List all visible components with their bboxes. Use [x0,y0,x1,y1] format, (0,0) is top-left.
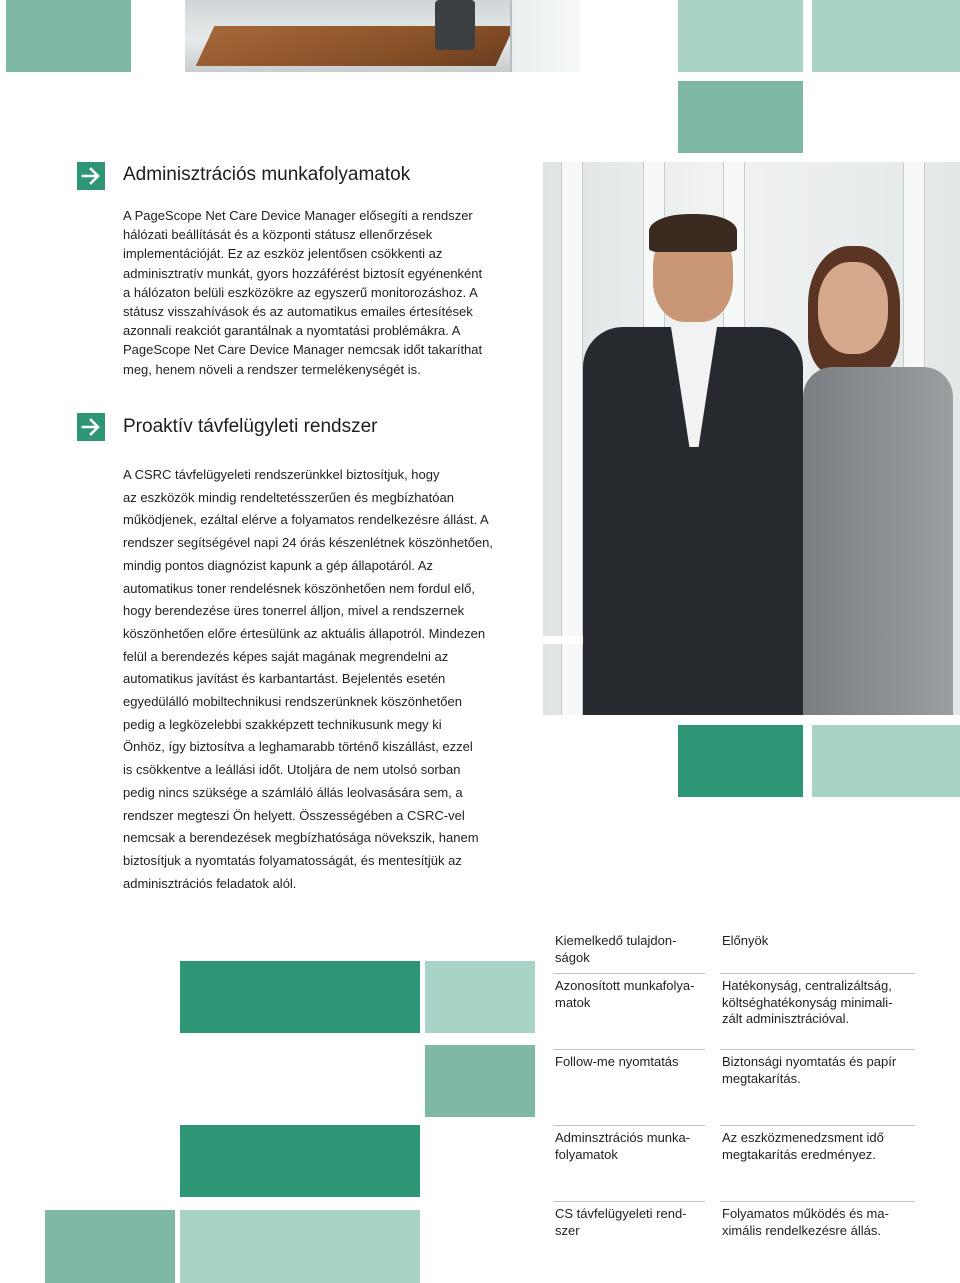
decor-tile [678,81,803,153]
decor-tile [45,1210,175,1283]
cell-line: Az eszközmenedzsment idő [722,1130,884,1145]
text-line: működjenek, ezáltal elérve a folyamatos rendelkezésre állást. A [123,512,489,528]
table-rule [720,973,915,974]
decor-tile [425,961,535,1033]
cell-line: Folyamatos működés és ma- [722,1206,889,1221]
decor-tile [180,961,420,1033]
text-line: biztosítjuk a nyomtatás folyamatosságát, és mentesítjük az [123,852,462,868]
table-rule [720,1125,915,1126]
feature-cell [555,1206,705,1239]
decor-tile [812,0,960,72]
decor-tile [6,0,131,72]
arrow-right-icon [77,162,105,190]
cell-line: Azonosított munkafolya- [555,978,695,993]
text-line: felül a berendezés képes saját magának megrendelni az [123,648,449,664]
section-body [123,464,499,895]
text-line: meg, henem növeli a rendszer termelékenységét is. [123,361,421,377]
cell-line: költséghatékonyság minimali- [722,994,893,1010]
header-line: Előnyök [722,933,769,948]
man-hair-shape [649,214,737,252]
cell-line: folyamatok [555,1146,618,1162]
feature-cell [555,978,705,1011]
pillar-shape [561,162,583,715]
text-line: mindig pontos diagnózist kapunk a gép állapotáról. Az [123,557,434,573]
text-line: PageScope Net Care Device Manager nemcsak időt takaríthat [123,342,483,358]
table-rule [553,1201,705,1202]
table-rule [720,1049,915,1050]
cell-line: Hatékonyság, centralizáltság, [722,978,892,993]
cell-line: megtakarítás eredményez. [722,1146,876,1162]
benefit-cell [722,1206,912,1239]
text-line: automatikus javítást és karbantartást. Bejelentés esetén [123,671,446,687]
benefit-cell [722,978,912,1028]
section-title: Proaktív távfelügyleti rendszer [123,416,378,437]
text-line: hálózati beállítását és a központi státusz ellenőrzések [123,227,433,243]
table-rule [553,1125,705,1126]
cell-line: zált adminisztrációval. [722,1011,850,1026]
decor-tile [180,1210,420,1283]
text-line: a hálózaton belüli eszközökre az egyszerű monitorozáshoz. A [123,284,478,300]
table-rule [720,1201,915,1202]
text-line: egyedülálló mobiltechnikusi rendszerünknek köszönhetően [123,694,462,710]
benefit-cell [722,1054,912,1087]
header-line: ságok [555,949,590,965]
text-line: azonnali reakciót garantálnak a nyomtatási problémákra. A [123,323,461,339]
section-body [123,206,499,379]
text-line: státusz visszahívások és az automatikus emailes értesítések [123,304,473,320]
text-line: A CSRC távfelügyeleti rendszerünkkel biztosítjuk, hogy [123,467,440,482]
cell-line: matok [555,994,591,1010]
chair-shape [435,0,475,50]
cell-line: CS távfelügyeleti rend- [555,1206,687,1221]
decor-tile [812,725,960,797]
benefit-cell [722,1130,912,1163]
feature-cell [555,1054,705,1071]
header-features [555,933,705,966]
header-line: Kiemelkedő tulajdon- [555,933,677,948]
table-rule [553,973,705,974]
section-title: Adminisztrációs munkafolyamatok [123,164,411,185]
decor-tile [678,0,803,72]
text-line: az eszközök mindig rendeltetésszerűen és megbízhatóan [123,489,454,505]
text-line: Önhöz, így biztosítva a leghamarabb történő kiszállást, ezzel [123,739,473,755]
woman-head-shape [818,262,888,354]
cell-line: Adminsztrációs munka- [555,1130,691,1145]
text-line: nemcsak a berendezések megbízhatósága növekszik, hanem [123,830,479,846]
text-line: rendszer megteszi Ön helyett. Összességében a CSRC-vel [123,807,465,823]
decor-tile [678,725,803,797]
text-line: pedig a legközelebbi szakképzett technikusunk megy ki [123,716,442,732]
text-line: pedig nincs szüksége a számláló állás leolvasására sem, a [123,784,463,800]
text-line: adminisztratív munkát, gyors hozzáférést biztosít egyénenként [123,265,483,281]
decor-tile [425,1045,535,1117]
business-people-photo [543,162,960,715]
text-line: is csökkentve a leállási időt. Utoljára de nem utolsó sorban [123,762,461,778]
arrow-right-icon [77,413,105,441]
header-benefits [722,933,912,950]
cell-line: ximális rendelkezésre állás. [722,1222,881,1238]
text-line: automatikus toner rendelésnek köszönhetően nem fordul elő, [123,580,475,596]
woman-dress-shape [803,367,953,715]
text-line: A PageScope Net Care Device Manager elősegíti a rendszer [123,208,473,223]
text-line: hogy berendezése üres tonerrel álljon, mivel a rendszernek [123,603,465,619]
cell-line: szer [555,1222,580,1238]
window-shape [510,0,580,72]
feature-cell [555,1130,705,1163]
cell-line: Biztonsági nyomtatás és papír [722,1054,897,1069]
text-line: implementációját. Ez az eszköz jelentősen csökkenti az [123,246,443,262]
text-line: adminisztrációs feladatok alól. [123,875,297,891]
office-desk-photo [185,0,580,72]
table-rule [553,1049,705,1050]
cell-line: Follow-me nyomtatás [555,1054,679,1069]
text-line: rendszer segítségével napi 24 órás készenlétnek köszönhetően, [123,535,494,551]
text-line: köszönhetően előre értesülünk az aktuális állapotról. Mindezen [123,625,486,641]
cell-line: megtakarítás. [722,1070,801,1086]
decor-tile [180,1125,420,1197]
